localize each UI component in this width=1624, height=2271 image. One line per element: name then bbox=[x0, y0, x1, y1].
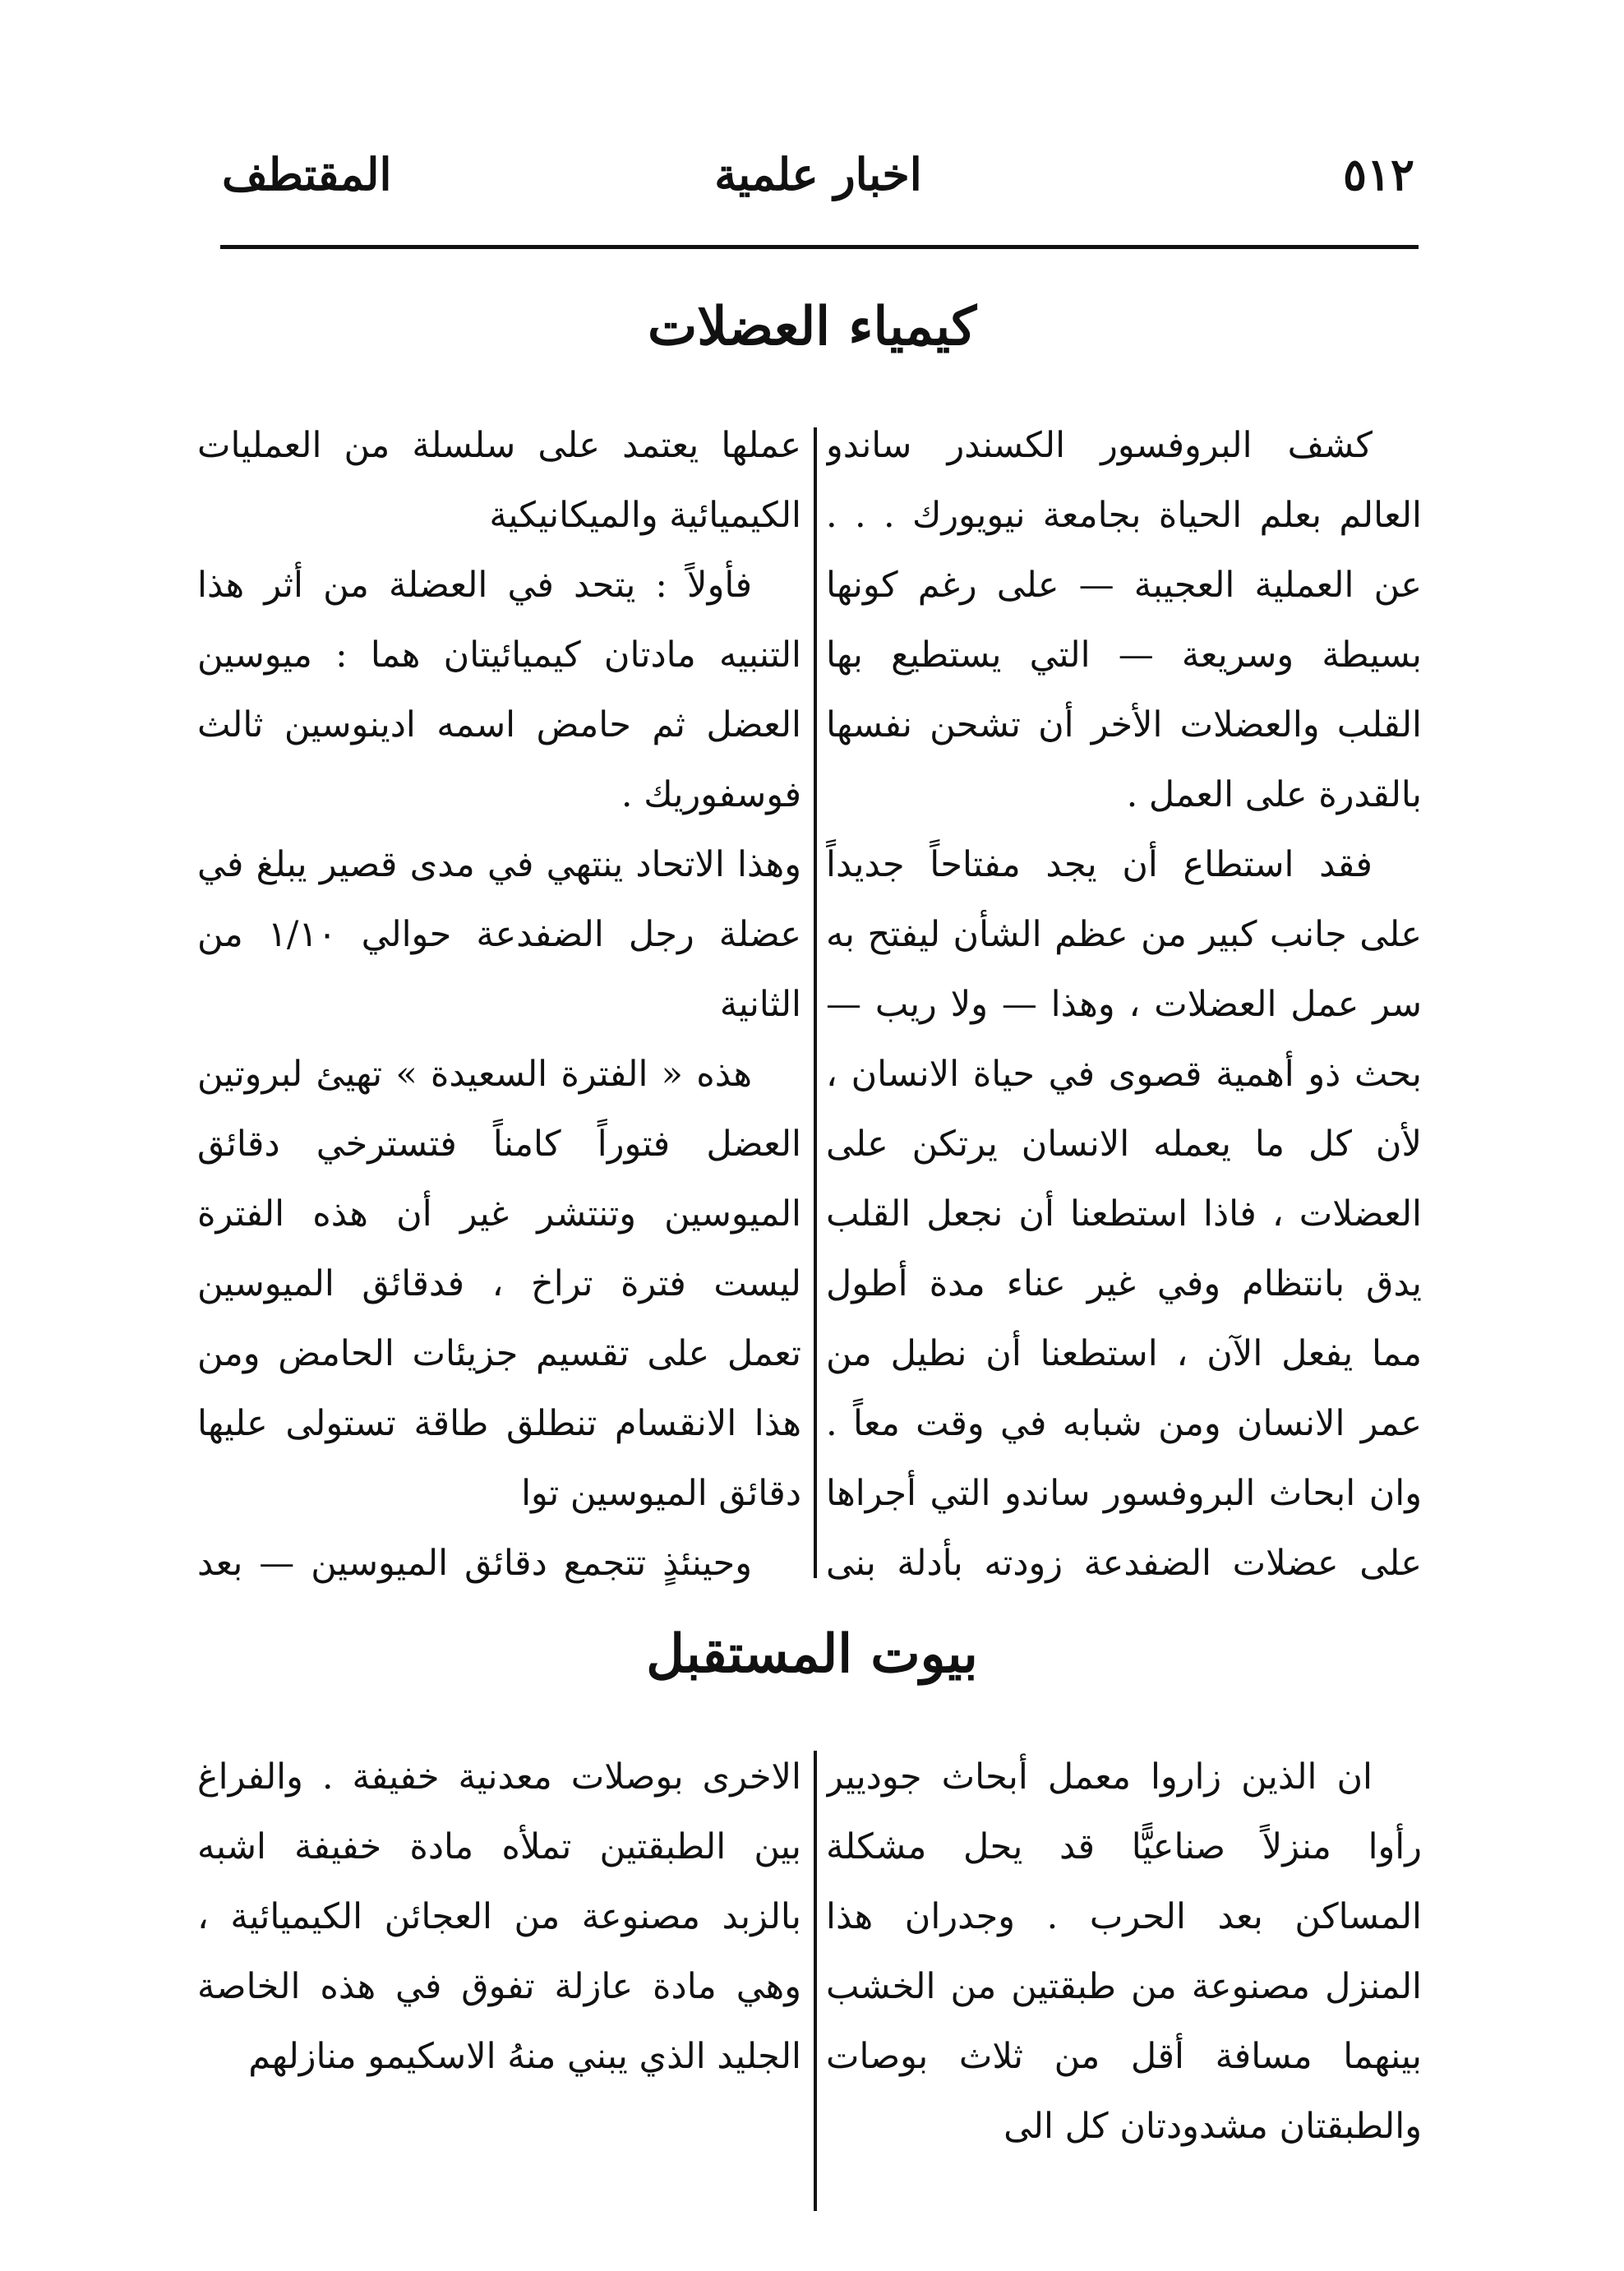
article-column-right bbox=[826, 411, 1422, 1595]
header-rule bbox=[220, 245, 1419, 249]
page-number: ٥١٢ bbox=[1342, 148, 1414, 201]
section-title-future-homes: بيوت المستقبل bbox=[646, 1623, 978, 1685]
paragraph: كشف البروفسور الكسندر ساندو العالم بعلم الحياة بجامعة نيويورك . . . عن العملية العجيبة — على رغم كونها بسيطة وسريعة — التي يستطيع بها القلب والعضلات الأخر أن تشحن نفسها بالقدرة على العمل . bbox=[826, 425, 1422, 815]
journal-name: المقتطف bbox=[222, 148, 392, 201]
article-column-right bbox=[826, 1742, 1422, 2227]
paragraph: وهذا الاتحاد ينتهي في مدى قصير يبلغ في عضلة رجل الضفدعة حوالي ١/١٠ من الثانية bbox=[197, 844, 801, 1025]
paragraph: الاخرى بوصلات معدنية خفيفة . والفراغ بين الطبقتين تملأه مادة خفيفة اشبه بالزبد مصنوعة من العجائن الكيميائية ، وهي مادة عازلة تفوق في هذه الخاصة الجليد الذي يبني منهُ الاسكيمو منازلهم bbox=[197, 1756, 801, 2077]
article-column-left bbox=[197, 1742, 801, 2227]
section-title-muscle-chemistry: كيمياء العضلات bbox=[647, 296, 977, 358]
paragraph: وحينئذٍ تتجمع دقائق الميوسين — بعد bbox=[197, 1543, 752, 1584]
article-column-left bbox=[197, 411, 801, 1595]
running-title: اخبار علمية bbox=[714, 148, 922, 201]
column-divider bbox=[814, 427, 817, 1578]
page-header bbox=[222, 140, 1414, 230]
paragraph: هذه « الفترة السعيدة » تهيئ لبروتين العضل فتوراً كامناً فتسترخي دقائق الميوسين وتنتشر غير أن هذه الفترة ليست فترة تراخ ، فدقائق الميوسين تعمل على تقسيم جزيئات الحامض ومن هذا الانقسام تنطلق طاقة تستولى عليها دقائق الميوسين توا bbox=[197, 1054, 801, 1514]
paragraph: عملها يعتمد على سلسلة من العمليات الكيميائية والميكانيكية bbox=[197, 425, 801, 536]
paragraph: ان الذين زاروا معمل أبحاث جوديير رأوا منزلاً صناعيًّا قد يحل مشكلة المساكن بعد الحرب . وجدران هذا المنزل مصنوعة من طبقتين من الخشب بينهما مسافة أقل من ثلاث بوصات والطبقتان مشدودتان كل الى bbox=[826, 1756, 1422, 2147]
paragraph: فأولاً : يتحد في العضلة من أثر هذا التنبيه مادتان كيميائيتان هما : ميوسين العضل ثم حامض اسمه ادينوسين ثالث فوسفوريك . bbox=[197, 565, 801, 815]
paragraph: فقد استطاع أن يجد مفتاحاً جديداً على جانب كبير من عظم الشأن ليفتح به سر عمل العضلات ، وهذا — ولا ريب — بحث ذو أهمية قصوى في حياة الانسان ، لأن كل ما يعمله الانسان يرتكن على العضلات ، فاذا استطعنا أن نجعل القلب يدق بانتظام وفي غير عناء مدة أطول مما يفعل الآن ، استطعنا أن نطيل من عمر الانسان ومن شبابه في وقت معاً . وان ابحاث البروفسور ساندو التي أجراها على عضلات الضفدعة زودته بأدلة بنى bbox=[826, 844, 1422, 1584]
column-divider bbox=[814, 1751, 817, 2211]
